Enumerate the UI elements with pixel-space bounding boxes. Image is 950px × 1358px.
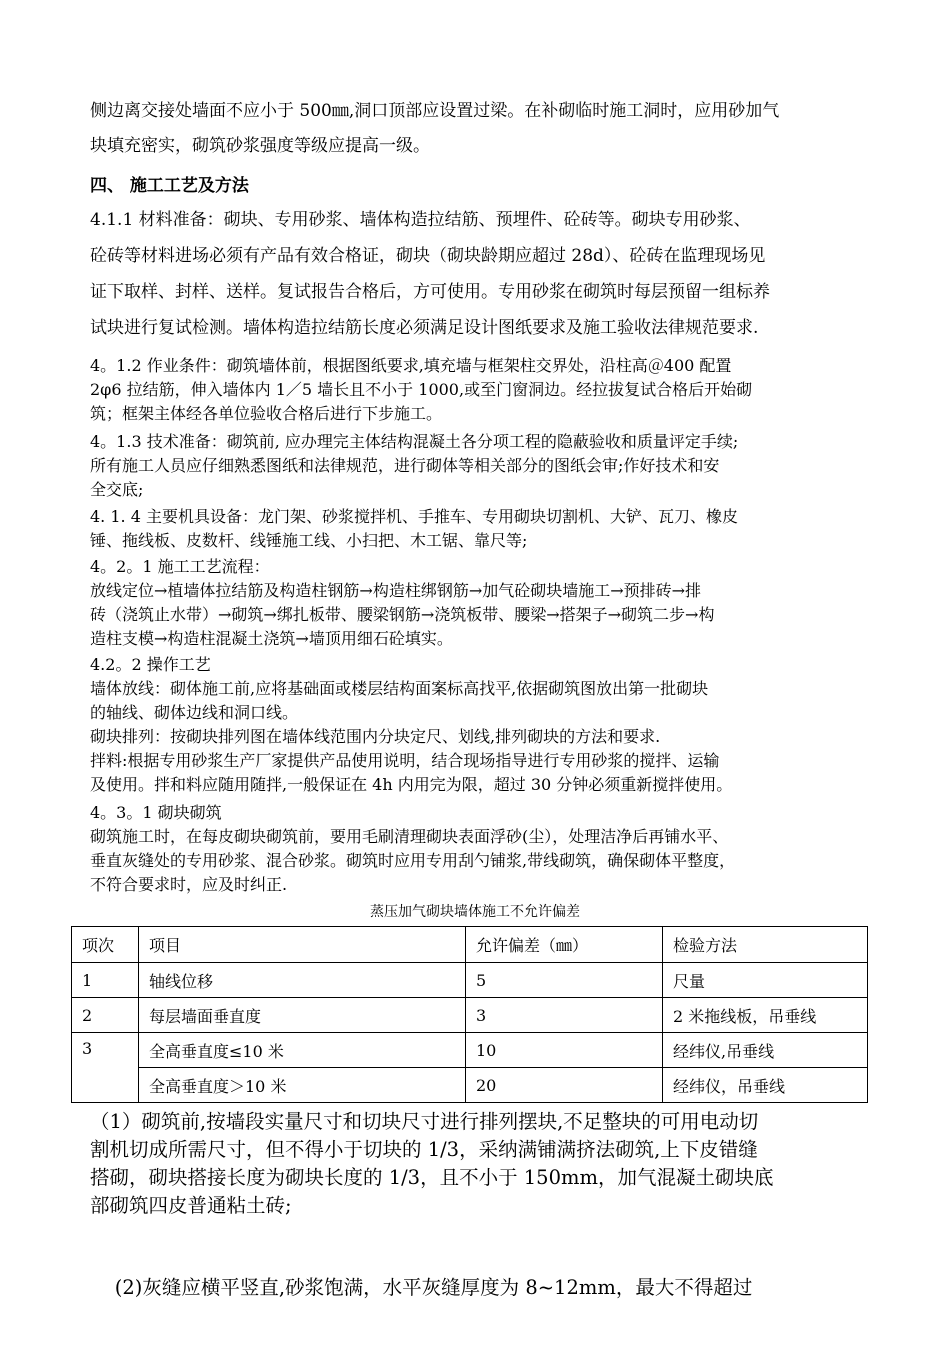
subsection-title: 4.2。2 操作工艺	[90, 655, 211, 674]
table-row	[72, 998, 868, 1033]
table-cell: 20	[466, 1068, 663, 1103]
intro-paragraph	[90, 94, 872, 164]
section-heading: 四、 施工工艺及方法	[90, 176, 249, 196]
text-line: 搭砌，砌块搭接长度为砌块长度的 1/3，且不小于 150mm，加气混凝土砌块底	[90, 1166, 774, 1189]
table-row	[72, 1033, 868, 1068]
table-cell: 全高垂直度≤10 米	[139, 1033, 466, 1068]
text-line: 所有施工人员应仔细熟悉图纸和法律规范，进行砌体等相关部分的图纸会审;作好技术和安	[90, 456, 720, 475]
text-line: 割机切成所需尺寸，但不得小于切块的 1/3，采纳满铺满挤法砌筑,上下皮错缝	[90, 1138, 758, 1161]
paragraph-4-2-1	[90, 555, 872, 651]
table-cell: 5	[466, 963, 663, 998]
table-cell: 尺量	[663, 963, 868, 998]
text-line: 不符合要求时，应及时纠正.	[90, 875, 288, 894]
table-cell: 2	[72, 998, 139, 1033]
subsection-title: 4。2。1 施工工艺流程：	[90, 557, 270, 576]
text-line: 墙体放线：砌体施工前,应将基础面或楼层结构面案标高找平,依据砌筑图放出第一批砌块	[90, 679, 709, 698]
text-line: 筑；框架主体经各单位验收合格后进行下步施工。	[90, 404, 443, 423]
text-line: (2)灰缝应横平竖直,砂浆饱满，水平灰缝厚度为 8~12mm，最大不得超过	[90, 1276, 753, 1299]
text-line: 砌块排列：按砌块排列图在墙体线范围内分块定尺、划线,排列砌块的方法和要求.	[90, 727, 661, 746]
text-line: 锤、拖线板、皮数杆、线锤施工线、小扫把、木工锯、靠尺等;	[90, 531, 528, 550]
table-cell: 3	[72, 1033, 139, 1103]
text-line: （1）砌筑前,按墙段实量尺寸和切块尺寸进行排列摆块,不足整块的可用电动切	[90, 1110, 759, 1133]
text-line: 4。1.3 技术准备：砌筑前, 应办理完主体结构混凝土各分项工程的隐蔽验收和质量评定手续;	[90, 432, 739, 451]
text-line: 块填充密实，砌筑砂浆强度等级应提高一级。	[90, 136, 430, 156]
table-cell: 1	[72, 963, 139, 998]
paragraph-4-1-1	[90, 202, 872, 346]
item-1-paragraph	[90, 1108, 872, 1220]
text-line: 拌料:根据专用砂浆生产厂家提供产品使用说明，结合现场指导进行专用砂浆的搅拌、运输	[90, 751, 720, 770]
text-line: 及使用。拌和料应随用随拌,一般保证在 4h 内用完为限，超过 30 分钟必须重新搅拌使用。	[90, 775, 733, 794]
table-cell: 全高垂直度＞10 米	[139, 1068, 466, 1103]
text-line: 垂直灰缝处的专用砂浆、混合砂浆。砌筑时应用专用刮勺铺浆,带线砌筑，确保砌体平整度，	[90, 851, 736, 870]
table-row	[72, 963, 868, 998]
text-line: 造柱支模→构造柱混凝土浇筑→墙顶用细石砼填实。	[90, 629, 453, 648]
text-line: 证下取样、封样、送样。复试报告合格后，方可使用。专用砂浆在砌筑时每层预留一组标养	[90, 282, 770, 302]
paragraph-4-3-1	[90, 801, 872, 897]
paragraph-4-1-3	[90, 430, 872, 502]
text-line: 全交底;	[90, 480, 144, 499]
subsection-title: 4。3。1 砌块砌筑	[90, 803, 222, 822]
paragraph-4-2-2	[90, 653, 872, 797]
table-cell: 10	[466, 1033, 663, 1068]
table-header-cell: 项次	[72, 927, 139, 963]
text-line: 砼砖等材料进场必须有产品有效合格证，砌块（砌块龄期应超过 28d）、砼砖在监理现场见	[90, 246, 766, 266]
table-cell: 经纬仪,吊垂线	[663, 1033, 868, 1068]
table-row	[72, 1068, 868, 1103]
item-2-paragraph	[90, 1218, 872, 1358]
table-cell: 3	[466, 998, 663, 1033]
table-cell: 2 米拖线板，吊垂线	[663, 998, 868, 1033]
table-header-row	[72, 927, 868, 963]
text-line: 试块进行复试检测。墙体构造拉结筋长度必须满足设计图纸要求及施工验收法律规范要求.	[90, 318, 759, 338]
text-line: 的轴线、砌体边线和洞口线。	[90, 703, 299, 722]
text-line: 4. 1. 4 主要机具设备：龙门架、砂浆搅拌机、手推车、专用砌块切割机、大铲、瓦刀、橡皮	[90, 507, 738, 526]
table-header-cell: 项目	[139, 927, 466, 963]
table-cell: 轴线位移	[139, 963, 466, 998]
table-cell: 经纬仪，吊垂线	[663, 1068, 868, 1103]
text-line: 4。1.2 作业条件：砌筑墙体前，根据图纸要求,填充墙与框架柱交界处，沿柱高＠400 配置	[90, 356, 732, 375]
table-cell: 每层墙面垂直度	[139, 998, 466, 1033]
text-line: 2φ6 拉结筋，伸入墙体内 1／5 墙长且不小于 1000,或至门窗洞边。经拉拔复试合格后开始砌	[90, 380, 753, 399]
text-line: 部砌筑四皮普通粘土砖;	[90, 1194, 292, 1217]
tolerance-table	[71, 926, 868, 1103]
paragraph-4-1-4	[90, 505, 872, 553]
text-line: 侧边离交接处墙面不应小于 500㎜,洞口顶部应设置过梁。在补砌临时施工洞时，应用砂加气	[90, 101, 780, 121]
text-line: 砌筑施工时，在每皮砌块砌筑前，要用毛刷清理砌块表面浮砂(尘），处理洁净后再铺水平、	[90, 827, 729, 846]
text-line: 放线定位→植墙体拉结筋及构造柱钢筋→构造柱绑钢筋→加气砼砌块墙施工→预排砖→排	[90, 581, 702, 600]
table-caption: 蒸压加气砌块墙体施工不允许偏差	[370, 904, 580, 920]
text-line: 砖（浇筑止水带）→砌筑→绑扎板带、腰梁钢筋→浇筑板带、腰梁→搭架子→砌筑二步→构	[90, 605, 715, 624]
paragraph-4-1-2	[90, 354, 872, 426]
table-header-cell: 允许偏差（㎜）	[466, 927, 663, 963]
text-line: 4.1.1 材料准备：砌块、专用砂浆、墙体构造拉结筋、预埋件、砼砖等。砌块专用砂浆、	[90, 210, 751, 230]
table-header-cell: 检验方法	[663, 927, 868, 963]
